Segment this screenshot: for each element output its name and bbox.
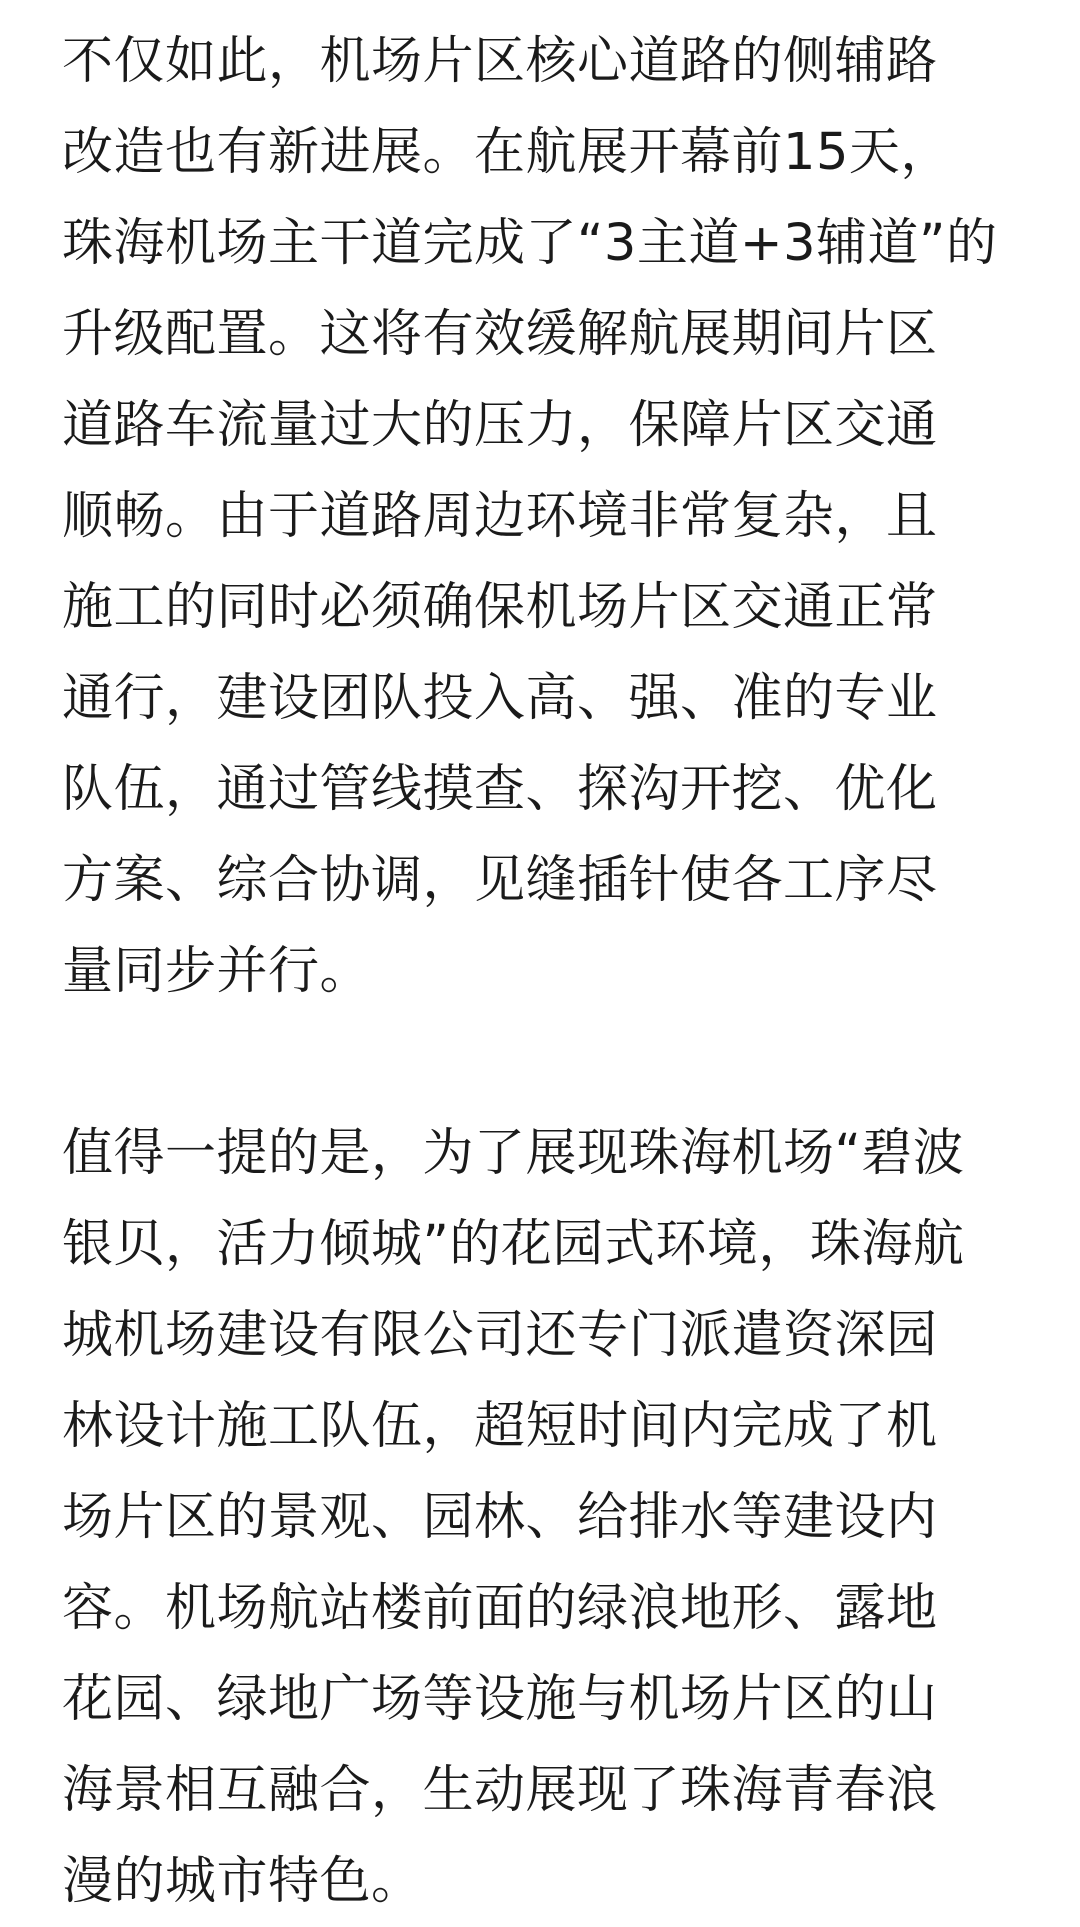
text-line: 道路车流量过大的压力，保障片区交通 [62,396,938,455]
text-line: 升级配置。这将有效缓解航展期间片区 [62,305,938,364]
text-line: 不仅如此，机场片区核心道路的侧辅路 [62,32,938,91]
text-line: 施工的同时必须确保机场片区交通正常 [62,578,938,637]
text-line: 通行，建设团队投入高、强、准的专业 [62,669,938,728]
paragraph-2 [62,1108,1022,1927]
paragraph-1 [62,16,1022,1017]
text-line: 量同步并行。 [62,942,372,1001]
text-line: 场片区的景观、园林、给排水等建设内 [62,1488,938,1547]
text-line: 改造也有新进展。在航展开幕前15天， [62,123,952,182]
text-line: 方案、综合协调，见缝插针使各工序尽 [62,851,938,910]
text-line: 银贝，活力倾城”的花园式环境，珠海航 [62,1215,965,1274]
text-line: 顺畅。由于道路周边环境非常复杂，且 [62,487,938,546]
text-line: 林设计施工队伍，超短时间内完成了机 [62,1397,938,1456]
text-line: 海景相互融合，生动展现了珠海青春浪 [62,1761,938,1820]
text-line: 队伍，通过管线摸查、探沟开挖、优化 [62,760,938,819]
text-line: 漫的城市特色。 [62,1852,423,1911]
text-line: 花园、绿地广场等设施与机场片区的山 [62,1670,938,1729]
article-body [62,16,1022,1927]
paragraph-spacer [62,1017,1022,1108]
text-line: 值得一提的是，为了展现珠海机场“碧波 [62,1124,965,1183]
text-line: 珠海机场主干道完成了“3主道+3辅道”的 [62,214,998,273]
text-line: 城机场建设有限公司还专门派遣资深园 [62,1306,938,1365]
text-line: 容。机场航站楼前面的绿浪地形、露地 [62,1579,938,1638]
